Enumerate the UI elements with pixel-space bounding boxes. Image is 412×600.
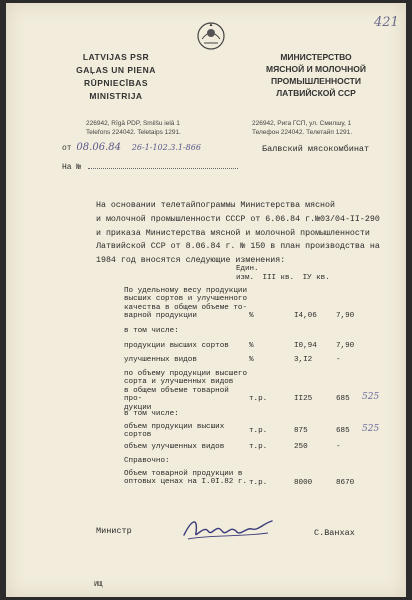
executor-initials: ИЩ xyxy=(94,581,103,589)
body-line: 1984 год вносятся следующие изменения: xyxy=(96,256,286,266)
row-unit: % xyxy=(249,342,254,350)
row-q4: - xyxy=(336,443,341,451)
table-header xyxy=(236,265,330,282)
row-q3: 8000 xyxy=(294,479,313,487)
header-line: ПРОМЫШЛЕННОСТИ xyxy=(271,76,361,86)
row-q3: 250 xyxy=(294,443,308,451)
latvian-address xyxy=(86,119,181,137)
row-label: по объему продукции высшего сорта и улучшенных видов в общем объеме товарной про- дукции xyxy=(124,370,248,412)
date-line xyxy=(62,142,201,153)
body-line: На основании телетайпограммы Министерства мясной xyxy=(96,201,335,210)
russian-address xyxy=(252,119,352,137)
number-prefix: На № xyxy=(62,163,82,172)
row-label: объем продукции высших сортов xyxy=(124,423,225,440)
handwritten-signature xyxy=(178,511,278,545)
row-label: объем улучшенных видов xyxy=(124,443,225,451)
row-unit: т.р. xyxy=(249,443,268,451)
latvian-ministry-header xyxy=(46,51,186,103)
row-label: улучшенных видов xyxy=(124,356,197,364)
row-q4: 8670 xyxy=(336,479,355,487)
column-header-q3: III кв. xyxy=(262,273,295,282)
header-line: ЛАТВИЙСКОЙ ССР xyxy=(276,88,356,98)
address-line: Telefons 224042. Teletaips 1291. xyxy=(86,129,181,136)
row-q3: I4,06 xyxy=(294,312,317,320)
signatory-title: Министр xyxy=(96,526,132,536)
handwritten-note: 525 xyxy=(362,424,380,434)
row-q4: 685 xyxy=(336,395,350,403)
document-page xyxy=(6,3,406,597)
row-unit: % xyxy=(249,312,254,320)
blank-line xyxy=(88,168,238,169)
reference-number-line xyxy=(62,163,238,172)
row-label: Справочно: xyxy=(124,457,170,465)
row-label: в том числе: xyxy=(124,327,179,335)
row-unit: т.р. xyxy=(249,395,268,403)
header-line: GAĻAS UN PIENA RŪPNIECĪBAS xyxy=(76,65,156,88)
address-line: Телефон 224042. Телетайп 1291. xyxy=(252,129,353,136)
row-q4: 7,90 xyxy=(336,342,355,350)
row-unit: т.р. xyxy=(249,427,268,435)
row-unit: % xyxy=(249,356,254,364)
row-label: продукции высших сортов xyxy=(124,342,229,350)
date-prefix: от xyxy=(62,144,72,153)
header-line: LATVIJAS PSR xyxy=(82,52,150,62)
row-q4: 685 xyxy=(336,427,350,435)
address-line: 226942, Rīgā PDP, Smilšu ielā 1 xyxy=(86,120,180,127)
column-header-q4: IУ кв. xyxy=(302,273,330,282)
signatory-name: С.Ванхах xyxy=(314,528,355,538)
address-line: 226942, Рига ГСП, ул. Смилшу, 1 xyxy=(252,120,352,127)
header-line: МЯСНОЙ И МОЛОЧНОЙ xyxy=(266,64,366,74)
body-line: и приказа Министерства мясной и молочной промышленности xyxy=(96,228,370,238)
row-q3: II25 xyxy=(294,395,313,403)
row-q3: 3,I2 xyxy=(294,356,313,364)
addressee: Балвский мясокомбинат xyxy=(262,144,370,154)
handwritten-note: 525 xyxy=(362,392,380,402)
body-line: и молочной промышленности СССР от 6.06.84 г.№03/04-II-290 xyxy=(96,214,380,224)
row-label: Объем товарной продукции в оптовых ценах на I.0I.82 г. xyxy=(124,470,248,487)
row-unit: т.р. xyxy=(249,479,268,487)
state-emblem-icon xyxy=(196,21,226,51)
archive-number: 421 xyxy=(374,15,399,30)
letter-date: 08.06.84 xyxy=(76,142,121,153)
row-q3: I0,94 xyxy=(294,342,317,350)
body-paragraph xyxy=(96,199,396,268)
header-line: МИНИСТЕРСТВО xyxy=(280,52,352,62)
row-label: в том числе: xyxy=(124,410,179,418)
column-header-unit2: изм. xyxy=(236,273,255,282)
row-q4: - xyxy=(336,356,341,364)
body-line: Латвийской ССР от 8.06.84 г. № 150 в план производства на xyxy=(96,242,380,252)
column-header-unit: Един. xyxy=(236,265,259,273)
russian-ministry-header xyxy=(246,51,386,99)
letter-reference: 26-1-102.3.1-866 xyxy=(131,143,201,152)
row-q3: 875 xyxy=(294,427,308,435)
header-line: MINISTRIJA xyxy=(89,91,143,101)
row-q4: 7,90 xyxy=(336,312,355,320)
row-label: По удельному весу продукции высших сортов и улучшенного качества в общем объеме то- варной продукции xyxy=(124,287,248,321)
